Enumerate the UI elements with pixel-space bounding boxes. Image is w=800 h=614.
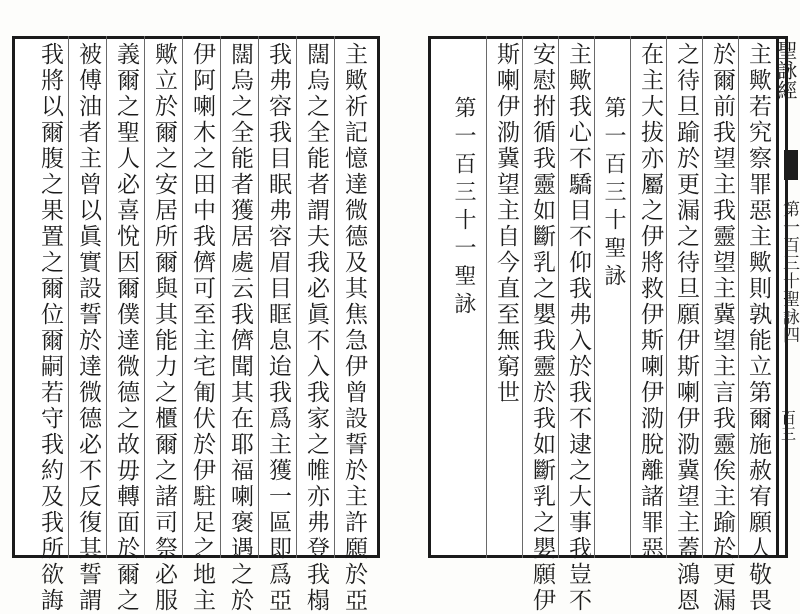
psalm-heading: 第一百三十聖詠 [601,96,626,292]
column-rule [296,36,297,558]
right-text-column: 斯喇伊泐冀望主自今直至無窮世 [493,42,519,406]
right-text-column: 主歟我心不驕目不仰我弗入於我不逮之大事我豈不 [565,42,591,614]
left-text-column: 義爾之聖人必喜悅因爾僕達微德之故毋轉面於爾之 [113,42,139,614]
left-text-column: 我弗容我目眠弗容眉目眶息迨我爲主獲一區即爲亞 [265,42,291,614]
left-text-column: 闊烏之全能者獲居處云我儕聞其在耶福喇褒遇之於 [227,42,253,614]
column-rule [594,36,595,558]
right-text-column: 之待旦踰於更漏之待旦願伊斯喇伊泐冀望主蓋鴻恩 [673,42,699,614]
column-rule [144,36,145,558]
right-text-column: 於爾前我望主我靈望主冀望主言我靈俟主踰於更漏 [709,42,735,614]
column-rule [702,36,703,558]
column-rule [106,36,107,558]
left-text-column: 歟立於爾之安居所爾與其能力之櫃爾之諸司祭必服 [151,42,177,614]
column-rule [666,36,667,558]
right-book-title: 聖詠經 [774,40,798,100]
column-rule [738,36,739,558]
right-page-number: 百三 [779,410,797,442]
column-rule [258,36,259,558]
psalm-heading: 第一百三十一聖詠 [451,96,476,320]
column-rule [334,36,335,558]
left-text-column: 被傅油者主曾以眞實設誓於達微德必不反復其誓謂 [75,42,101,614]
left-page [12,36,380,614]
left-frame-left [12,36,15,558]
right-text-column: 主歟若究察罪惡主歟則孰能立第爾施赦宥願人敬畏 [745,42,771,614]
column-rule [68,36,69,558]
left-text-column: 闊烏之全能者謂夫我必眞不入我家之帷亦弗登我榻 [303,42,329,614]
column-rule [630,36,631,558]
right-frame-top [428,36,788,39]
column-rule [220,36,221,558]
right-page [428,36,788,614]
column-rule [182,36,183,558]
column-rule [486,36,487,558]
right-frame-left [428,36,431,558]
left-text-column: 伊阿喇木之田中我儕可至主宅匍伏於伊駐足之地主 [189,42,215,614]
left-frame-right [377,36,380,558]
column-rule [522,36,523,558]
left-text-column: 主歟祈記憶達微德及其焦急伊曾設誓於主許願於亞 [341,42,367,614]
right-fold-mark [784,150,798,180]
right-text-column: 在主大拔亦屬之伊將救伊斯喇伊泐脫離諸罪惡 [637,42,663,562]
right-chapter-mark: 第一百三十聖詠四 [779,200,799,344]
column-rule [558,36,559,558]
right-text-column: 安慰拊循我靈如斷乳之嬰我靈於我如斷乳之嬰願伊 [529,42,555,614]
left-text-column: 我將以爾腹之果置之爾位爾嗣若守我約及我所欲誨 [37,42,63,614]
